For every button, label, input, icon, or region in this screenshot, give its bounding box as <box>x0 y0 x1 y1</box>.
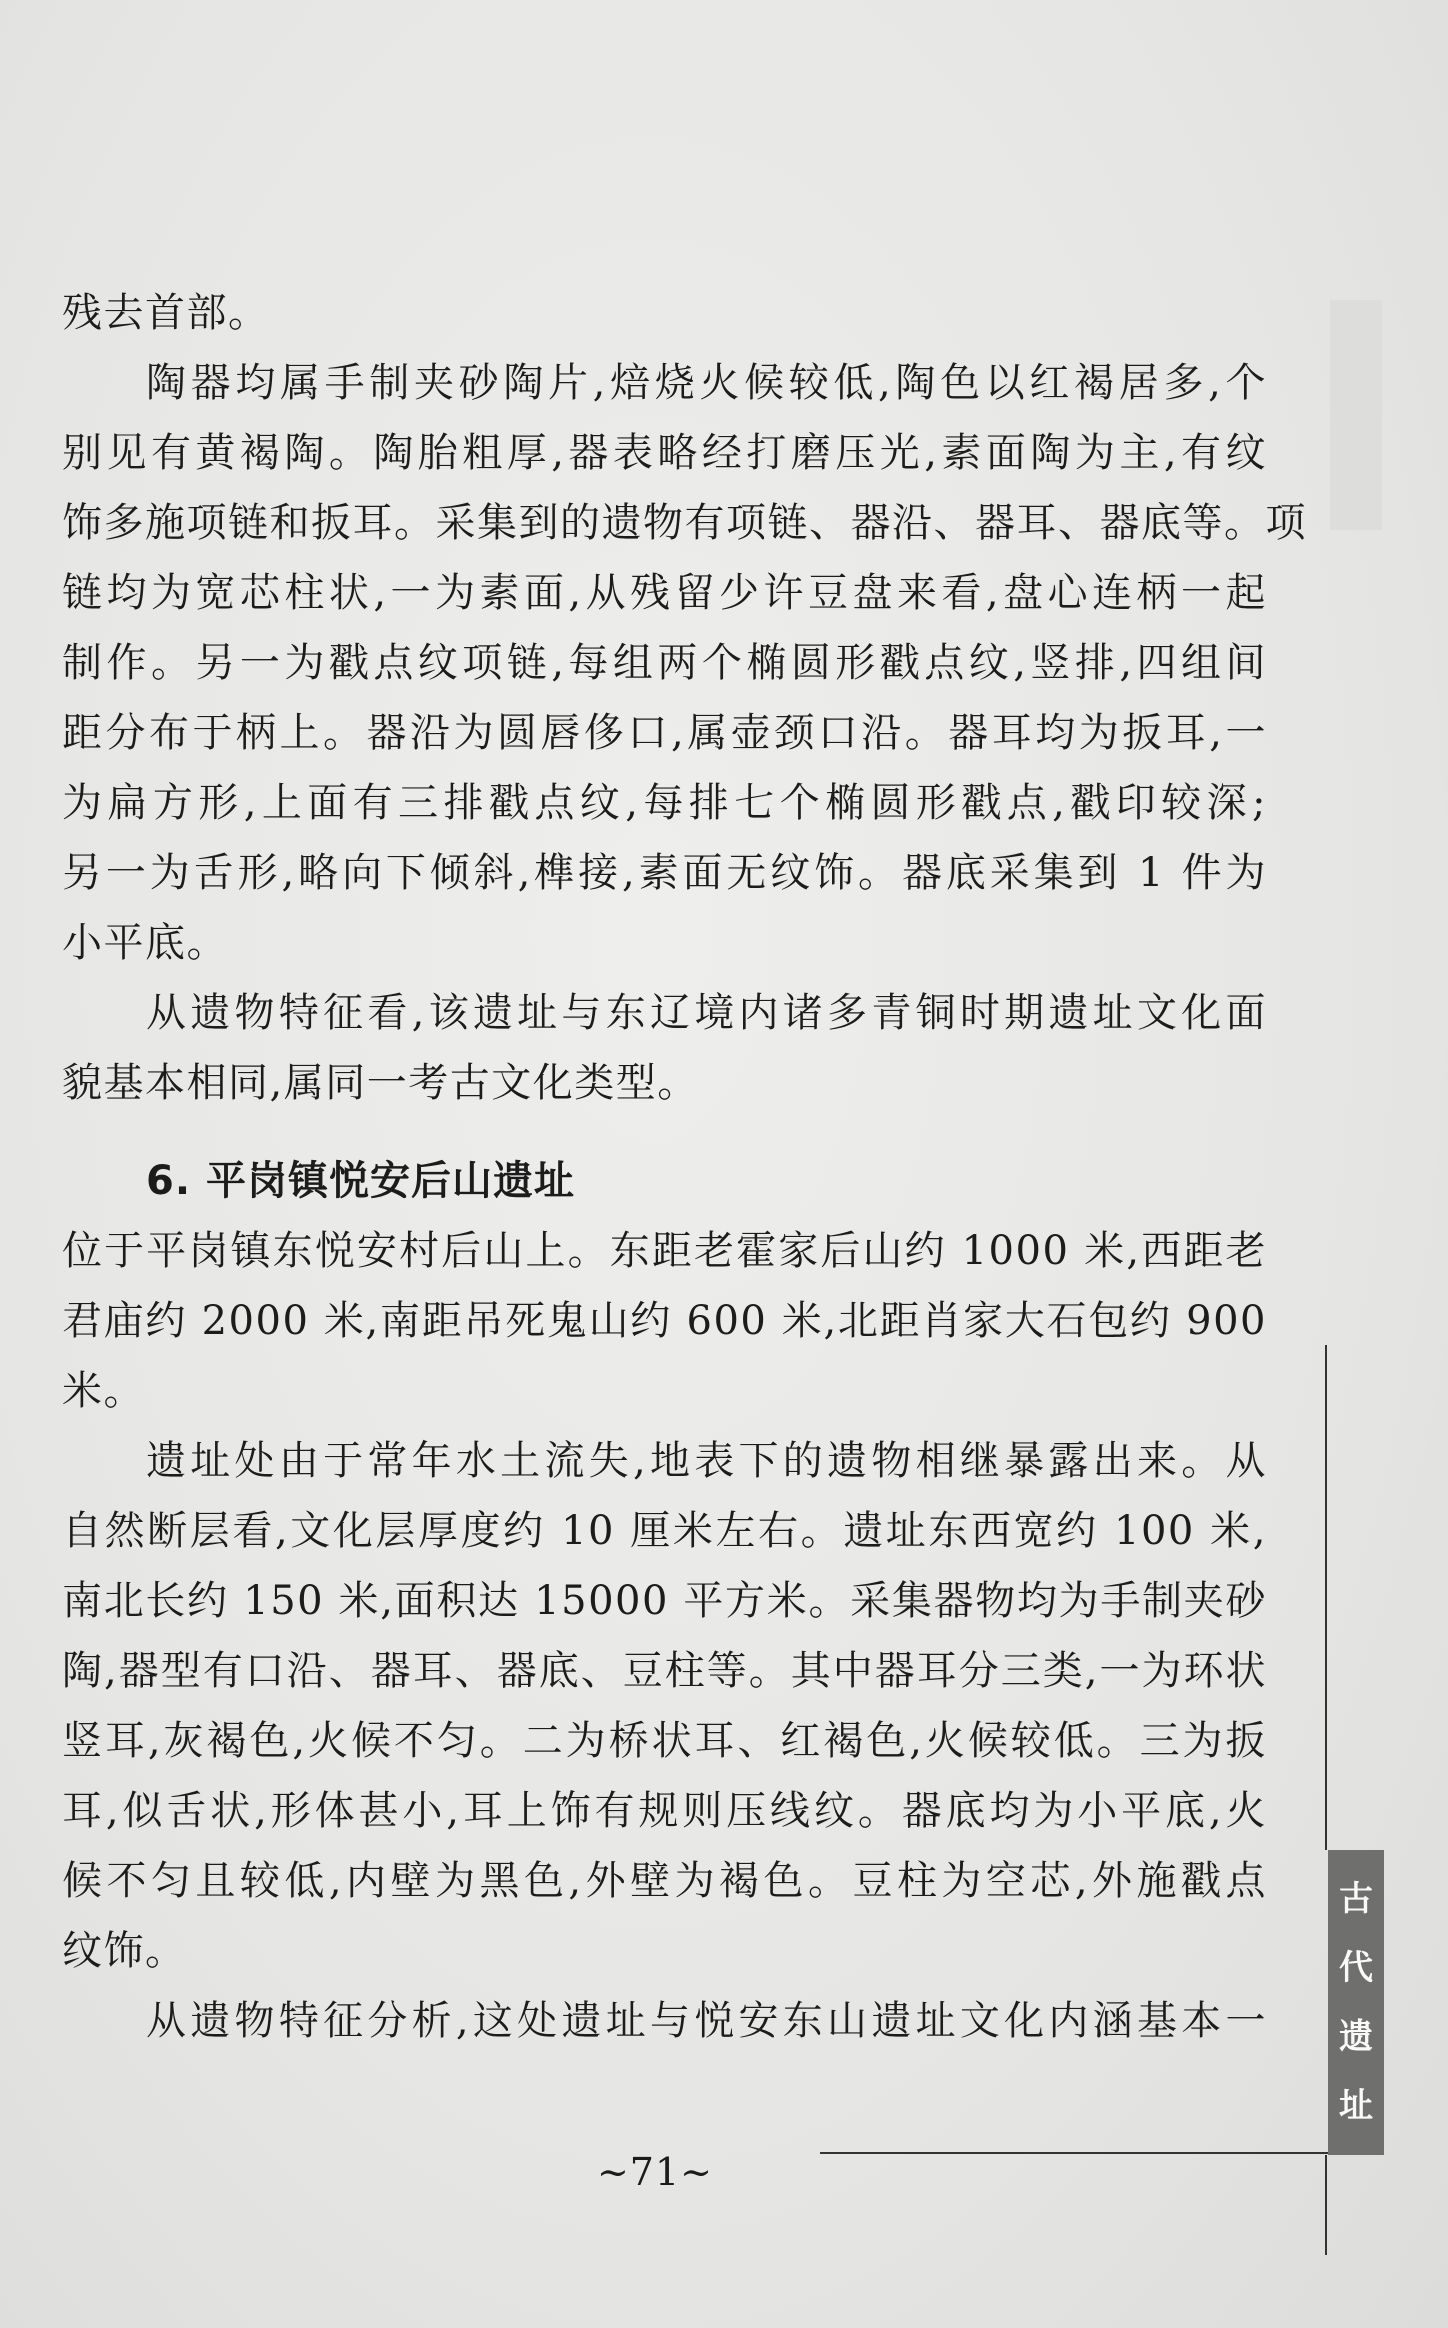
chapter-tab-char: 遗 <box>1339 2017 1373 2058</box>
text-line: 南北长约 150 米,面积达 15000 平方米。采集器物均为手制夹砂 <box>62 1578 1267 1624</box>
page-number: ~71~ <box>596 2150 714 2194</box>
text-line: 小平底。 <box>62 920 228 966</box>
text-line: 制作。另一为戳点纹项链,每组两个椭圆形戳点纹,竖排,四组间 <box>62 640 1267 686</box>
text-line: 链均为宽芯柱状,一为素面,从残留少许豆盘来看,盘心连柄一起 <box>62 570 1267 616</box>
bleed-through-tab <box>1330 300 1382 530</box>
text-line: 君庙约 2000 米,南距吊死鬼山约 600 米,北距肖家大石包约 900 <box>62 1298 1267 1344</box>
text-line: 耳,似舌状,形体甚小,耳上饰有规则压线纹。器底均为小平底,火 <box>62 1788 1267 1834</box>
text-line: 为扁方形,上面有三排戳点纹,每排七个椭圆形戳点,戳印较深; <box>62 780 1267 826</box>
margin-rule <box>1325 2155 1327 2255</box>
body-text <box>62 278 1307 2056</box>
section-heading: 6. 平岗镇悦安后山遗址 <box>146 1158 575 1204</box>
text-line: 貌基本相同,属同一考古文化类型。 <box>62 1060 699 1106</box>
text-line: 自然断层看,文化层厚度约 10 厘米左右。遗址东西宽约 100 米, <box>62 1508 1267 1554</box>
text-line: 竖耳,灰褐色,火候不匀。二为桥状耳、红褐色,火候较低。三为扳 <box>62 1718 1267 1764</box>
text-line: 残去首部。 <box>62 290 270 336</box>
text-line: 从遗物特征看,该遗址与东辽境内诸多青铜时期遗址文化面 <box>146 990 1267 1036</box>
text-line: 陶器均属手制夹砂陶片,焙烧火候较低,陶色以红褐居多,个 <box>146 360 1267 406</box>
text-line: 另一为舌形,略向下倾斜,榫接,素面无纹饰。器底采集到 1 件为 <box>62 850 1267 896</box>
text-line: 纹饰。 <box>62 1928 187 1974</box>
chapter-tab-char: 代 <box>1339 1947 1373 1988</box>
chapter-tab-char: 古 <box>1339 1878 1373 1919</box>
text-line: 从遗物特征分析,这处遗址与悦安东山遗址文化内涵基本一 <box>146 1998 1267 2044</box>
text-line: 位于平岗镇东悦安村后山上。东距老霍家后山约 1000 米,西距老 <box>62 1228 1267 1274</box>
chapter-thumb-tab <box>1328 1850 1384 2155</box>
text-line: 米。 <box>62 1368 145 1414</box>
text-line: 陶,器型有口沿、器耳、器底、豆柱等。其中器耳分三类,一为环状 <box>62 1648 1267 1694</box>
text-line: 别见有黄褐陶。陶胎粗厚,器表略经打磨压光,素面陶为主,有纹 <box>62 430 1267 476</box>
text-line: 饰多施项链和扳耳。采集到的遗物有项链、器沿、器耳、器底等。项 <box>62 500 1307 546</box>
margin-rule <box>1325 1345 1327 1850</box>
text-line: 遗址处由于常年水土流失,地表下的遗物相继暴露出来。从 <box>146 1438 1267 1484</box>
text-line: 候不匀且较低,内壁为黑色,外壁为褐色。豆柱为空芯,外施戳点 <box>62 1858 1267 1904</box>
text-line: 距分布于柄上。器沿为圆唇侈口,属壶颈口沿。器耳均为扳耳,一 <box>62 710 1267 756</box>
chapter-tab-char: 址 <box>1339 2086 1373 2127</box>
